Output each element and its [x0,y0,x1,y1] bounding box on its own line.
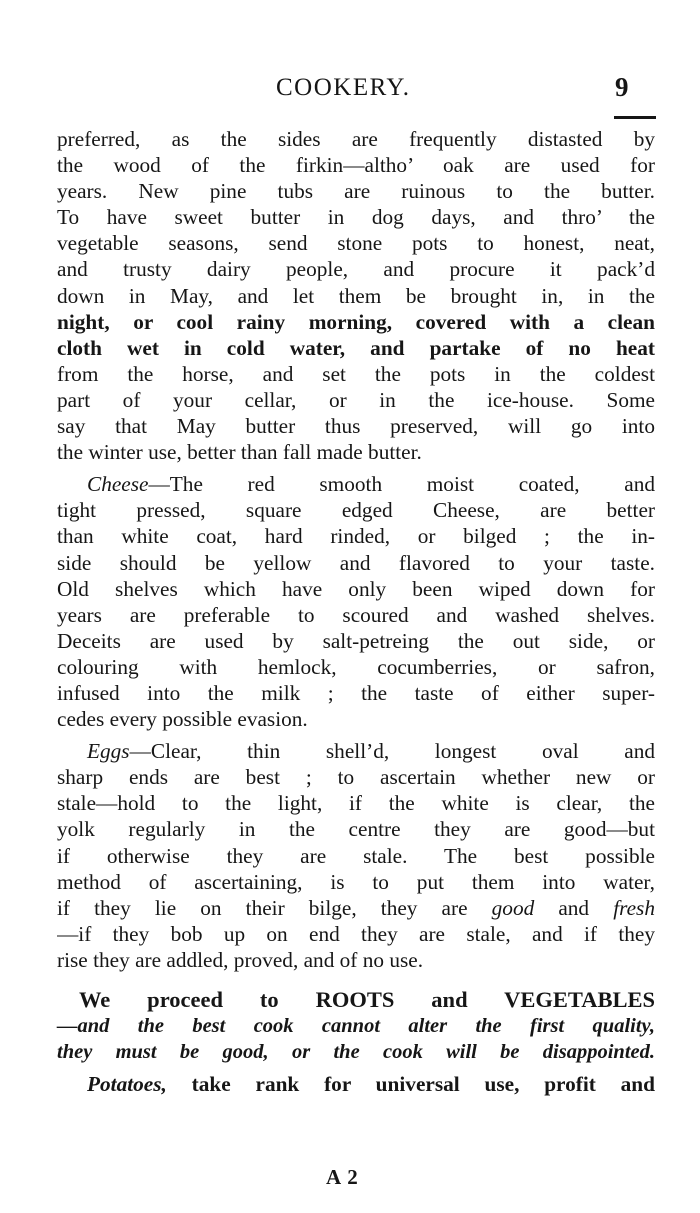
text-line: method of ascertaining, is to put them into water, [57,869,655,894]
text-line: side should be yellow and flavored to your taste. [57,550,655,575]
word-good: good [491,895,535,920]
potatoes-heading: Potatoes, [87,1072,167,1097]
text-line [57,738,655,764]
text-line: the winter use, better than fall made butter. [57,440,422,465]
text-line: infused into the milk ; the taste of either super- [57,680,655,705]
eggs-and-text: and [534,895,614,920]
text-line: sharp ends are best ; to ascertain whether new or [57,765,655,790]
text-line: years. New pine tubs are ruinous to the butter. [57,179,655,204]
text-line: if otherwise they are stale. The best possible [57,843,655,868]
text-line: down in May, and let them be brought in, in the [57,283,655,308]
text-line: yolk regularly in the centre they are good—but [57,817,655,842]
page-number: 9 [615,72,629,102]
text-line: Deceits are used by salt-petreing the out side, or [57,628,655,653]
text-line: —if they bob up on end they are stale, and if they [57,921,655,946]
transition-subline: —and the best cook cannot alter the first quality, [57,1015,655,1038]
text-line: preferred, as the sides are frequently distasted by [57,127,655,151]
text-line: To have sweet butter in dog days, and thro’ the [57,205,655,230]
text-line: rise they are addled, proved, and of no use. [57,947,424,972]
text-line: vegetable seasons, send stone pots to honest, neat, [57,231,655,256]
text-line: Old shelves which have only been wiped down for [57,576,655,601]
text-line: night, or cool rainy morning, covered with a clean [57,309,655,334]
eggs-bilge-text: if they lie on their bilge, they are [57,895,492,920]
paragraph-cheese [57,471,655,732]
text-line: say that May butter thus preserved, will go into [57,414,655,439]
body-text [57,126,655,1103]
potatoes-first-line: take rank for universal use, profit and [166,1072,655,1097]
signature-mark: A 2 [326,1165,359,1189]
text-line: part of your cellar, or in the ice-house. Some [57,387,655,412]
word-fresh: fresh [613,895,655,920]
running-head [0,74,700,104]
paragraph-butter [57,126,655,465]
cheese-first-line: —The red smooth moist coated, and [148,472,655,497]
text-line: cloth wet in cold water, and partake of no heat [57,335,655,360]
text-line: than white coat, hard rinded, or bilged ; the in- [57,524,655,549]
cheese-heading: Cheese [87,472,149,497]
running-head-title: COOKERY. [276,74,411,101]
text-line [57,1071,655,1097]
eggs-heading: Eggs [87,739,130,764]
text-line: years are preferable to scoured and washed shelves. [57,602,655,627]
text-line: cedes every possible evasion. [57,707,308,732]
text-line: colouring with hemlock, cocumberries, or safron, [57,654,655,679]
paragraph-eggs [57,738,655,973]
text-line: from the horse, and set the pots in the coldest [57,361,655,386]
transition-subline: they must be good, or the cook will be disappointed. [57,1041,655,1064]
eggs-first-line: —Clear, thin shell’d, longest oval and [129,739,655,764]
text-line: stale—hold to the light, if the white is clear, the [57,791,655,816]
header-rule [614,116,656,119]
text-line [57,471,655,497]
text-line [57,895,655,921]
text-line: the wood of the firkin—altho’ oak are used for [57,153,655,178]
text-line: and trusty dairy people, and procure it pack’d [57,257,655,282]
text-line: tight pressed, square edged Cheese, are better [57,498,655,523]
roots-vegetables-heading: We proceed to ROOTS and VEGETABLES [79,987,655,1012]
section-transition [57,987,655,1065]
paragraph-potatoes [57,1071,655,1097]
